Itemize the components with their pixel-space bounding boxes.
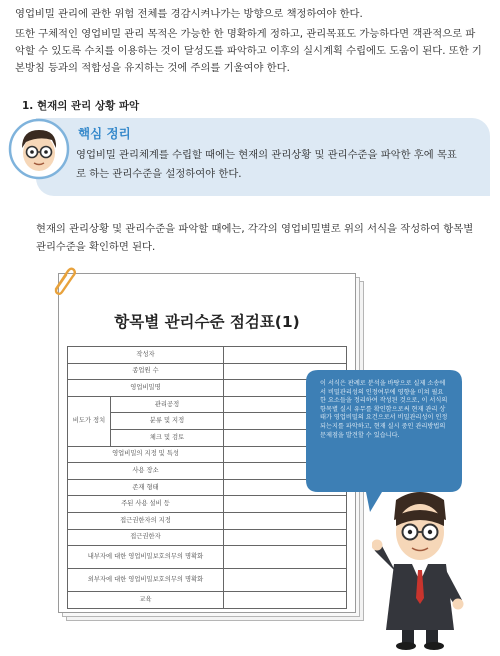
intro-paragraph-2: 또한 구체적인 영업비밀 관리 목적은 가능한 한 명확하게 정하고, 관리목표도 가능하다면 객관적으로 파악할 수 있도록 수치를 이용하는 것이 달성도를 파악하고 이후의 실시계획 수립에도 도움이 된다. 또한 기본방침 등과의 적합성을 유지하는 것에 주의를 기울여야 한다.	[15, 28, 482, 74]
row-value-cell	[224, 347, 347, 364]
paperclip-icon	[48, 265, 78, 295]
row-label: 체크 및 검토	[111, 429, 224, 446]
row-label: 작성자	[68, 347, 224, 364]
table-row	[68, 512, 347, 529]
callout-title: 핵심 정리	[78, 126, 131, 141]
intro-paragraph-1: 영업비밀 관리에 관한 위험 전체를 경감시켜나가는 방향으로 책정하여야 한다.	[15, 8, 363, 20]
row-label: 사용 장소	[68, 463, 224, 480]
row-label: 분류 및 지정	[111, 413, 224, 430]
section-heading: 1. 현재의 관리 상황 파악	[22, 100, 140, 112]
row-value-cell	[224, 592, 347, 609]
mascot-character-icon	[372, 490, 468, 650]
row-value-cell	[224, 529, 347, 546]
row-label: 영업비밀명	[68, 380, 224, 397]
callout-body: 영업비밀 관리체계를 수립할 때에는 현재의 관리상황 및 관리수준을 파악한 후에 목표로 하는 관리수준을 설정하여야 한다.	[76, 149, 457, 180]
table-row	[68, 569, 347, 592]
row-label: 존재 형태	[68, 479, 224, 496]
table-row	[68, 347, 347, 364]
row-value-cell	[224, 569, 347, 592]
document-title: 항목별 관리수준 점검표(1)	[114, 313, 300, 331]
table-row	[68, 546, 347, 569]
row-group-label: 비도가 정치	[68, 396, 111, 446]
row-label: 교육	[68, 592, 224, 609]
row-label: 접근권한자의 지정	[68, 512, 224, 529]
row-label: 주된 사용 설비 등	[68, 496, 224, 513]
body-paragraph: 현재의 관리상황 및 관리수준을 파악할 때에는, 각각의 영업비밀별로 위의 서식을 작성하여 항목별 관리수준을 확인하면 된다.	[36, 223, 474, 253]
row-value-cell	[224, 546, 347, 569]
mascot-face-icon	[8, 118, 70, 180]
row-label: 관리공정	[111, 396, 224, 413]
row-label: 내부자에 대한 영업비밀보호의무의 명확화	[68, 546, 224, 569]
row-label: 외부자에 대한 영업비밀보호의무의 명확화	[68, 569, 224, 592]
speech-bubble-text: 이 서식은 판례로 분석을 바탕으로 실제 소송에서 비밀관리성의 인정여부에 영향을 미쳐 필요한 요소들을 정리하여 작성된 것으로, 이 서식의 항목별 실시 유무를 확인함으로써 현재 관리 상태가 영업비밀의 요건으로서 비밀관리성이 인정되는지를 파악하고, 현재 실시 중인 관리방법의 문제점을 발견할 수 있습니다.	[320, 380, 448, 439]
table-row	[68, 592, 347, 609]
row-value-cell	[224, 512, 347, 529]
table-row	[68, 529, 347, 546]
row-label: 영업비밀의 지정 및 특성	[68, 446, 224, 463]
row-label: 접근권한자	[68, 529, 224, 546]
row-label: 종업원 수	[68, 363, 224, 380]
